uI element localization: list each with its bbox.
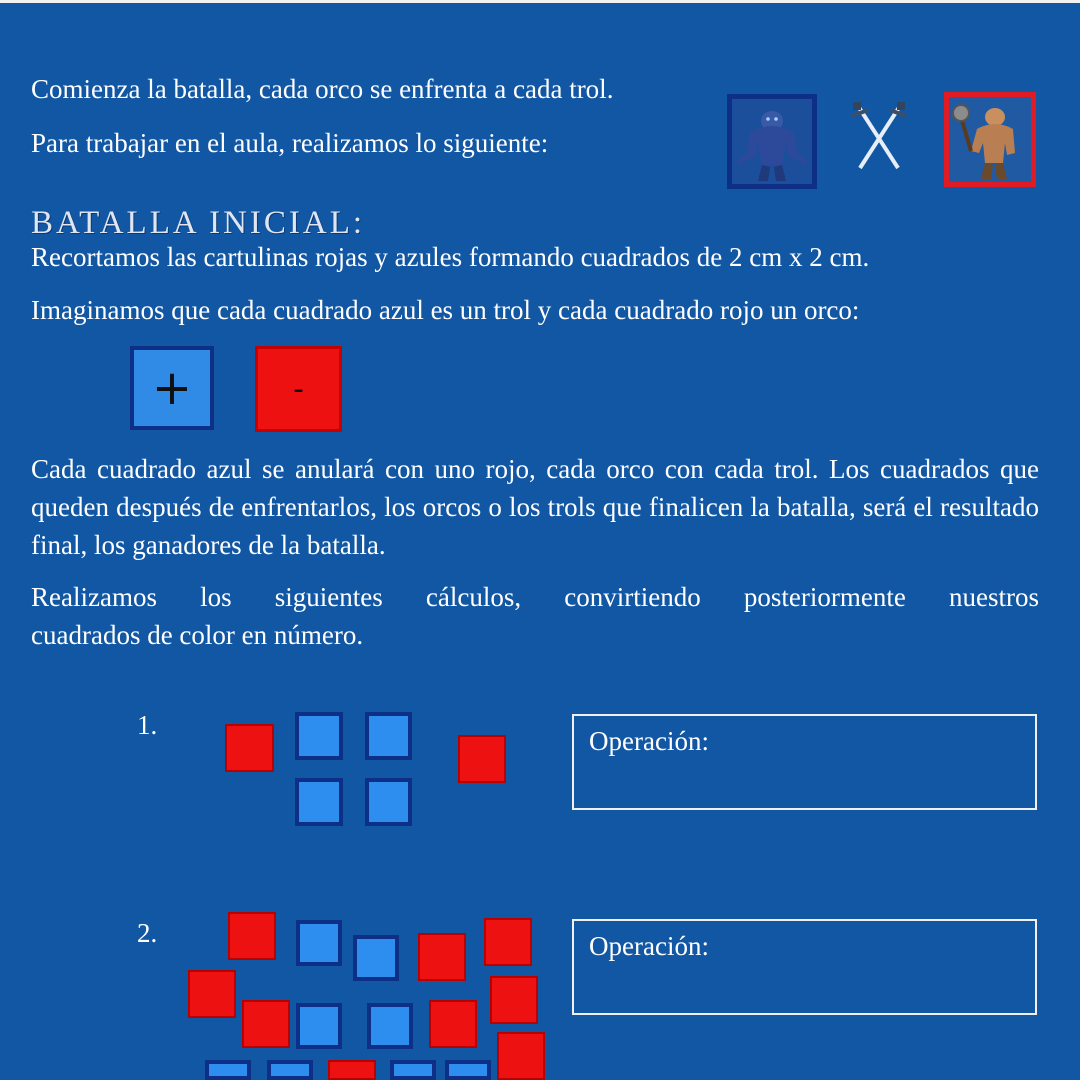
orc-image-frame	[944, 92, 1036, 187]
orc-figure-icon	[949, 97, 1031, 182]
section-heading: BATALLA INICIAL:	[31, 205, 366, 242]
troll-figure-icon	[732, 99, 812, 184]
blue-square	[367, 1003, 413, 1049]
blue-square	[267, 1060, 313, 1080]
blue-square	[365, 778, 412, 826]
plus-sign: +	[151, 360, 193, 416]
blue-square	[390, 1060, 436, 1080]
red-square	[225, 724, 274, 772]
paragraph-cut: Recortamos las cartulinas rojas y azules formando cuadrados de 2 cm x 2 cm.	[31, 242, 870, 272]
exercise-number-2: 2.	[137, 918, 158, 948]
blue-square	[353, 935, 399, 981]
intro-line-1: Comienza la batalla, cada orco se enfrenta a cada trol.	[31, 74, 614, 104]
crossed-swords-icon	[848, 100, 910, 172]
paragraph-imagine: Imaginamos que cada cuadrado azul es un trol y cada cuadrado rojo un orco:	[31, 295, 860, 325]
red-square	[458, 735, 506, 783]
red-square	[228, 912, 276, 960]
red-square	[484, 918, 532, 966]
minus-sign: -	[293, 371, 304, 407]
blue-square	[205, 1060, 251, 1080]
troll-image-frame	[727, 94, 817, 189]
paragraph-calc-line-1: Realizamos los siguientes cálculos, convirtiendo posteriormente nuestros	[31, 582, 1039, 612]
red-square	[242, 1000, 290, 1048]
red-square	[188, 970, 236, 1018]
blue-square	[295, 712, 343, 760]
blue-square	[445, 1060, 491, 1080]
blue-square	[365, 712, 412, 760]
operation-box-1[interactable]	[572, 714, 1037, 810]
blue-square	[296, 1003, 342, 1049]
paragraph-calc-line-2: cuadrados de color en número.	[31, 620, 364, 650]
blue-square	[295, 778, 343, 826]
red-square	[497, 1032, 545, 1080]
operation-box-2[interactable]	[572, 919, 1037, 1015]
exercise-number-1: 1.	[137, 710, 158, 740]
blue-square	[296, 920, 342, 966]
red-square	[328, 1060, 376, 1080]
paragraph-cancel: Cada cuadrado azul se anulará con uno rojo, cada orco con cada trol. Los cuadrados que queden después de enfrentarlos, los orcos o los trols que finalicen la batalla, será el resultado final, los ganadores de la batalla.	[31, 454, 1039, 560]
red-square	[429, 1000, 477, 1048]
red-square	[418, 933, 466, 981]
red-square	[490, 976, 538, 1024]
top-border-line	[0, 0, 1080, 3]
intro-line-2: Para trabajar en el aula, realizamos lo siguiente:	[31, 128, 549, 158]
legend-red-minus-square	[255, 346, 342, 432]
operation-label: Operación:	[589, 931, 709, 961]
operation-label: Operación:	[589, 726, 709, 756]
legend-blue-plus-square	[130, 346, 214, 430]
